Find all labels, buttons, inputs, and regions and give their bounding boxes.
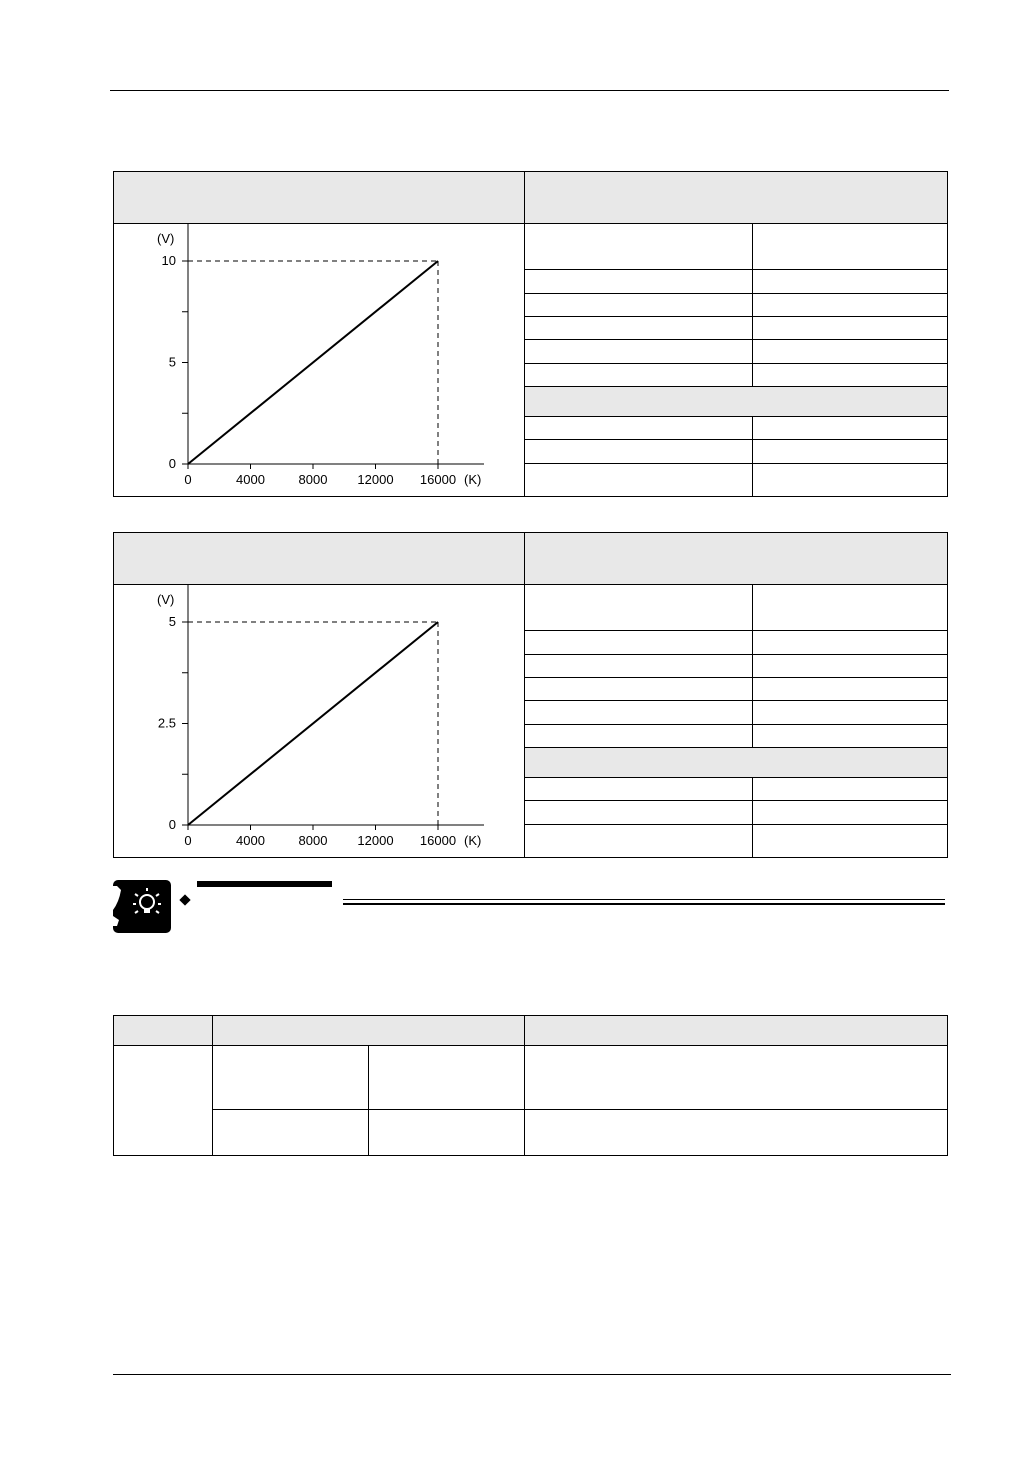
y-tick-label: 10 <box>161 253 176 268</box>
x-tick-label: 12000 <box>357 472 394 487</box>
y-tick-label: 0 <box>168 456 176 471</box>
x-axis-label: (K) <box>464 472 482 487</box>
tip-title-bar <box>197 881 332 887</box>
header-rule <box>110 90 949 91</box>
x-tick-label: 16000 <box>419 472 457 487</box>
x-tick-label: 12000 <box>357 833 394 848</box>
chart-10v <box>114 224 522 496</box>
settings-table <box>113 1015 948 1156</box>
footer-rule <box>113 1374 951 1375</box>
table-header-row <box>114 1016 947 1046</box>
chart-panel <box>114 585 524 857</box>
chart-5v <box>114 585 522 857</box>
x-tick-label: 4000 <box>236 472 265 487</box>
y-tick-label: 0 <box>168 817 176 832</box>
spec-table <box>524 585 947 857</box>
tip-rule <box>343 899 945 900</box>
chart-panel <box>114 224 524 496</box>
spec-block-10v <box>113 171 948 497</box>
series-line <box>188 261 438 464</box>
block-header <box>114 172 947 224</box>
x-tick-label: 16000 <box>419 833 457 848</box>
x-tick-label: 8000 <box>298 472 328 487</box>
y-axis-label: (V) <box>157 592 175 607</box>
x-tick-label: 0 <box>184 833 192 848</box>
lightbulb-head-icon <box>113 880 171 933</box>
block-header <box>114 533 947 585</box>
x-tick-label: 8000 <box>298 833 328 848</box>
y-tick-label: 5 <box>168 354 176 370</box>
spec-table <box>524 224 947 496</box>
bullet-diamond-icon <box>179 894 190 905</box>
x-tick-label: 0 <box>184 472 192 487</box>
x-tick-label: 4000 <box>236 833 265 848</box>
x-axis-label: (K) <box>464 833 482 848</box>
y-axis-label: (V) <box>157 231 175 246</box>
tip-rule-thick <box>343 903 945 905</box>
spec-block-5v <box>113 532 948 858</box>
series-line <box>188 622 438 825</box>
y-tick-label: 2.5 <box>157 715 176 731</box>
y-tick-label: 5 <box>168 614 176 629</box>
